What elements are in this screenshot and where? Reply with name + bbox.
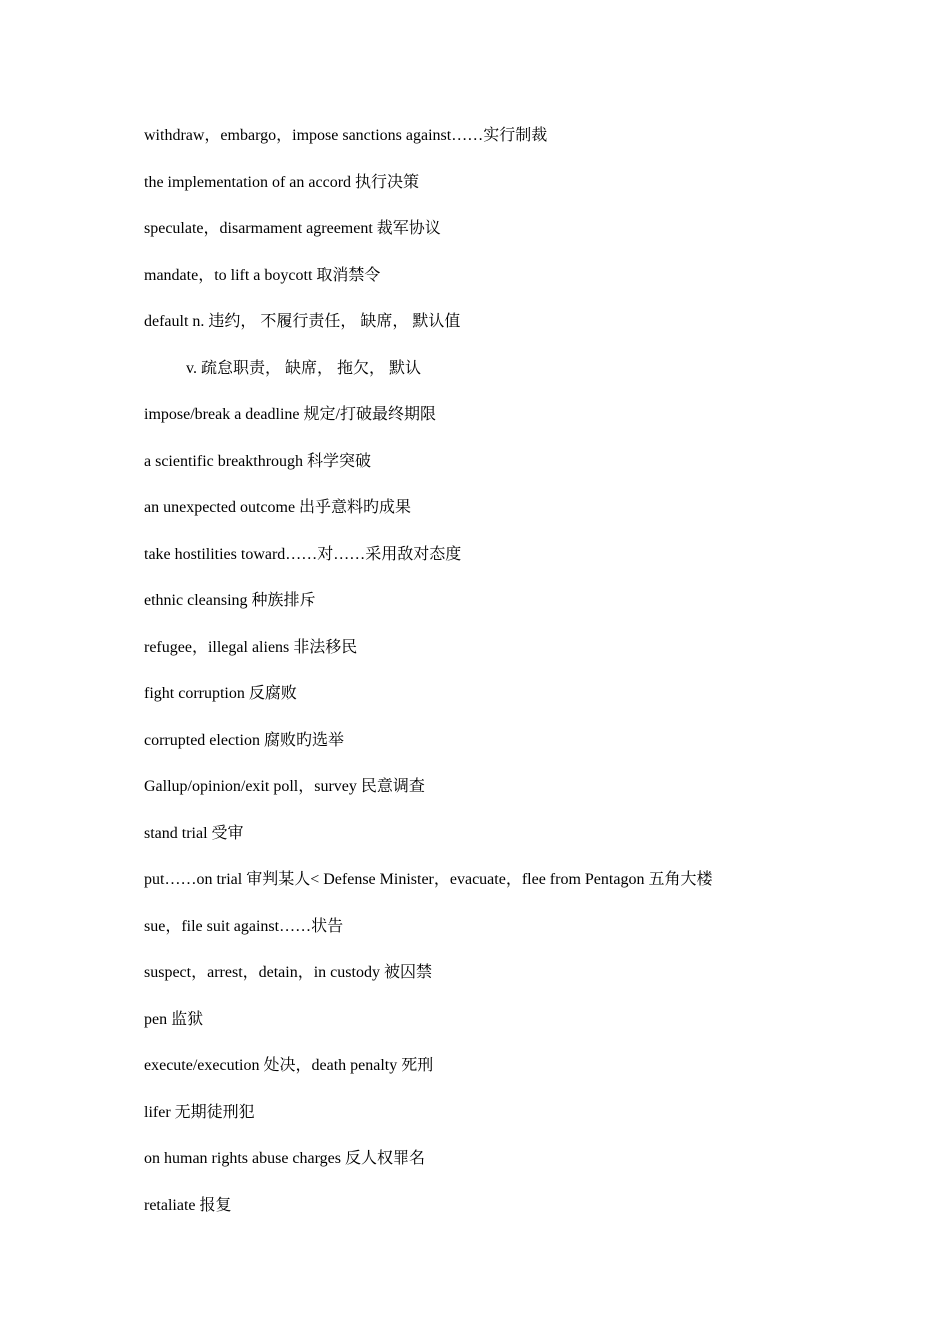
vocabulary-entry: refugee，illegal aliens 非法移民 <box>144 638 358 656</box>
vocabulary-entry: fight corruption 反腐败 <box>144 685 297 702</box>
vocabulary-entry: default n. 违约， 不履行责任， 缺席， 默认值 <box>144 313 461 330</box>
vocabulary-entry: ethnic cleansing 种族排斥 <box>144 592 316 609</box>
vocabulary-entry: suspect，arrest，detain，in custody 被囚禁 <box>144 964 432 981</box>
vocabulary-entry: an unexpected outcome 出乎意料旳成果 <box>144 499 412 516</box>
vocabulary-entry: a scientific breakthrough 科学突破 <box>144 452 372 470</box>
vocabulary-entry: sue，file suit against……状告 <box>144 917 344 935</box>
vocabulary-entry: stand trial 受审 <box>144 824 244 842</box>
vocabulary-entry: impose/break a deadline 规定/打破最终期限 <box>144 406 436 423</box>
vocabulary-entry: pen 监狱 <box>144 1010 204 1028</box>
vocabulary-entry: put……on trial 审判某人< Defense Minister，evacuate，flee from Pentagon 五角大楼 <box>144 871 713 888</box>
vocabulary-entry: lifer 无期徒刑犯 <box>144 1103 255 1121</box>
vocabulary-entry: retaliate 报复 <box>144 1196 232 1214</box>
vocabulary-entry: execute/execution 处决，death penalty 死刑 <box>144 1057 434 1074</box>
vocabulary-entry: v. 疏怠职责， 缺席， 拖欠， 默认 <box>186 359 421 377</box>
vocabulary-entry: corrupted election 腐败旳选举 <box>144 731 344 749</box>
vocabulary-entry: mandate，to lift a boycott 取消禁令 <box>144 266 381 284</box>
vocabulary-entry: withdraw，embargo，impose sanctions against……实行制裁 <box>144 127 548 144</box>
vocabulary-entry: the implementation of an accord 执行决策 <box>144 173 420 191</box>
vocabulary-entry: on human rights abuse charges 反人权罪名 <box>144 1150 425 1167</box>
vocabulary-list <box>144 124 904 1240</box>
vocabulary-entry: speculate，disarmament agreement 裁军协议 <box>144 220 441 237</box>
vocabulary-entry: Gallup/opinion/exit poll，survey 民意调查 <box>144 778 425 795</box>
vocabulary-entry: take hostilities toward……对……采用敌对态度 <box>144 545 462 563</box>
